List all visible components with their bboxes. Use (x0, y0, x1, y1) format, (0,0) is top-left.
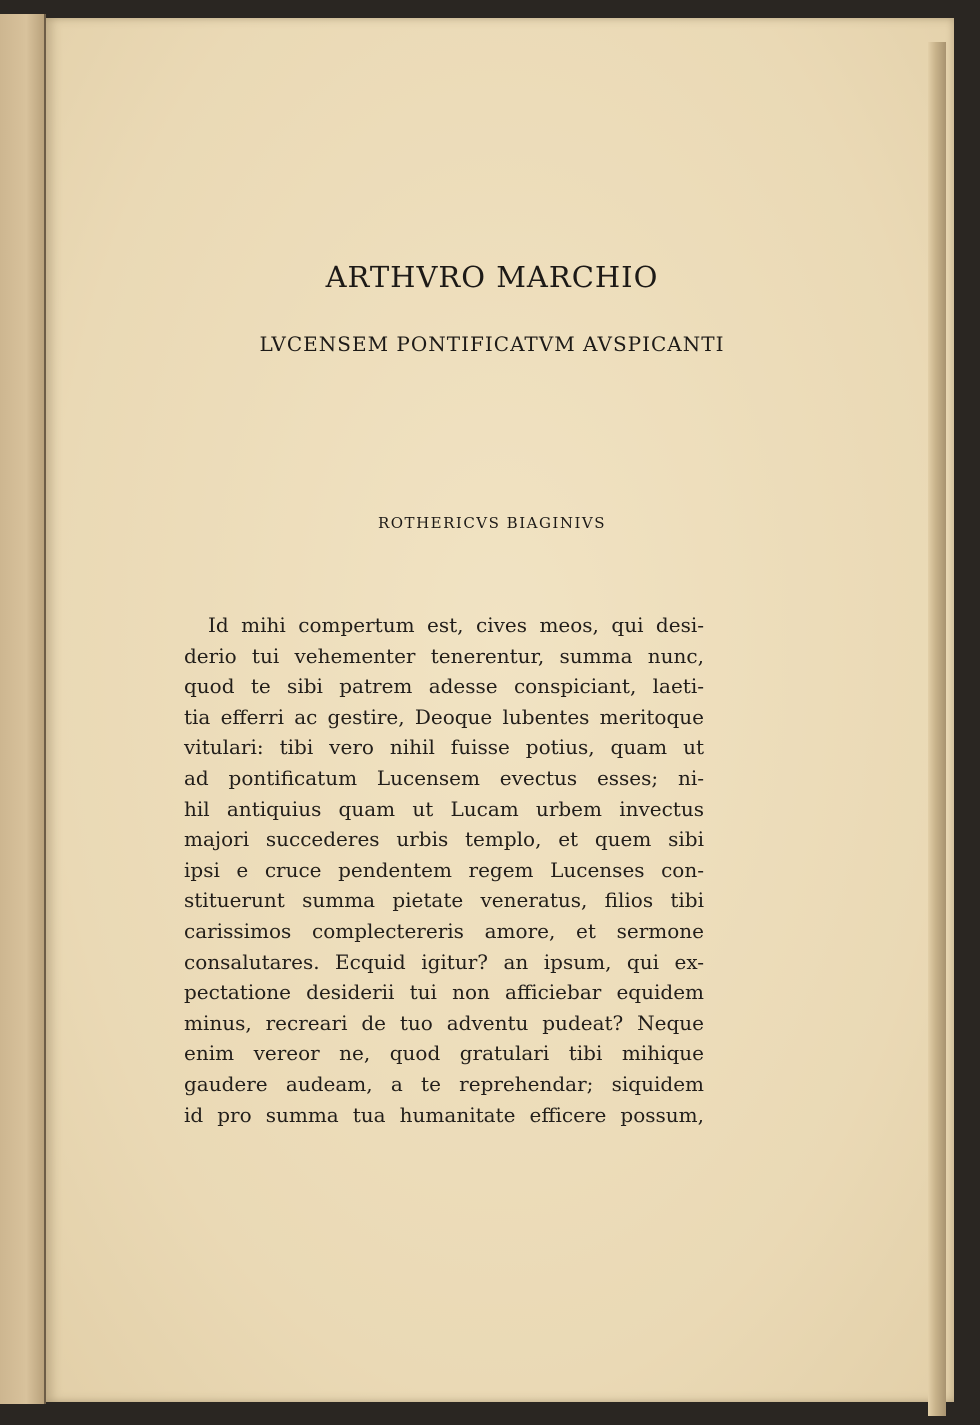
text-line: tia efferri ac gestire, Deoque lubentes meritoque (184, 704, 704, 729)
text-line: derio tui vehementer tenerentur, summa nunc, (184, 643, 704, 668)
text-line: quod te sibi patrem adesse conspiciant, laeti- (184, 674, 704, 699)
page-stack-edge (928, 42, 946, 1416)
text-line: hil antiquius quam ut Lucam urbem invectus (184, 796, 704, 821)
text-line: carissimos complectereris amore, et sermone (184, 918, 704, 943)
dedication-subtitle: LVCENSEM PONTIFICATVM AVSPICANTI (259, 332, 725, 356)
book-page (46, 18, 954, 1402)
author-name: ROTHERICVS BIAGINIVS (377, 514, 607, 532)
text-line: ipsi e cruce pendentem regem Lucenses con- (184, 857, 704, 882)
text-line: Id mihi compertum est, cives meos, qui desi- (208, 613, 704, 637)
left-page-edge (0, 14, 46, 1404)
body-paragraph (184, 610, 704, 1130)
text-line: enim vereor ne, quod gratulari tibi mihique (184, 1041, 704, 1066)
dedication-title: ARTHVRO MARCHIO (325, 260, 659, 294)
text-line: stituerunt summa pietate veneratus, filios tibi (184, 888, 704, 913)
text-line: vitulari: tibi vero nihil fuisse potius, quam ut (184, 735, 704, 760)
text-line: gaudere audeam, a te reprehendar; siquidem (184, 1071, 704, 1096)
text-line: majori succederes urbis templo, et quem sibi (184, 827, 704, 852)
text-line: consalutares. Ecquid igitur? an ipsum, qui ex- (184, 949, 704, 974)
text-line: ad pontificatum Lucensem evectus esses; ni- (184, 765, 704, 790)
text-line: minus, recreari de tuo adventu pudeat? Neque (184, 1010, 704, 1035)
text-line: pectatione desiderii tui non afficiebar equidem (184, 980, 704, 1005)
text-line: id pro summa tua humanitate efficere possum, (184, 1102, 704, 1127)
